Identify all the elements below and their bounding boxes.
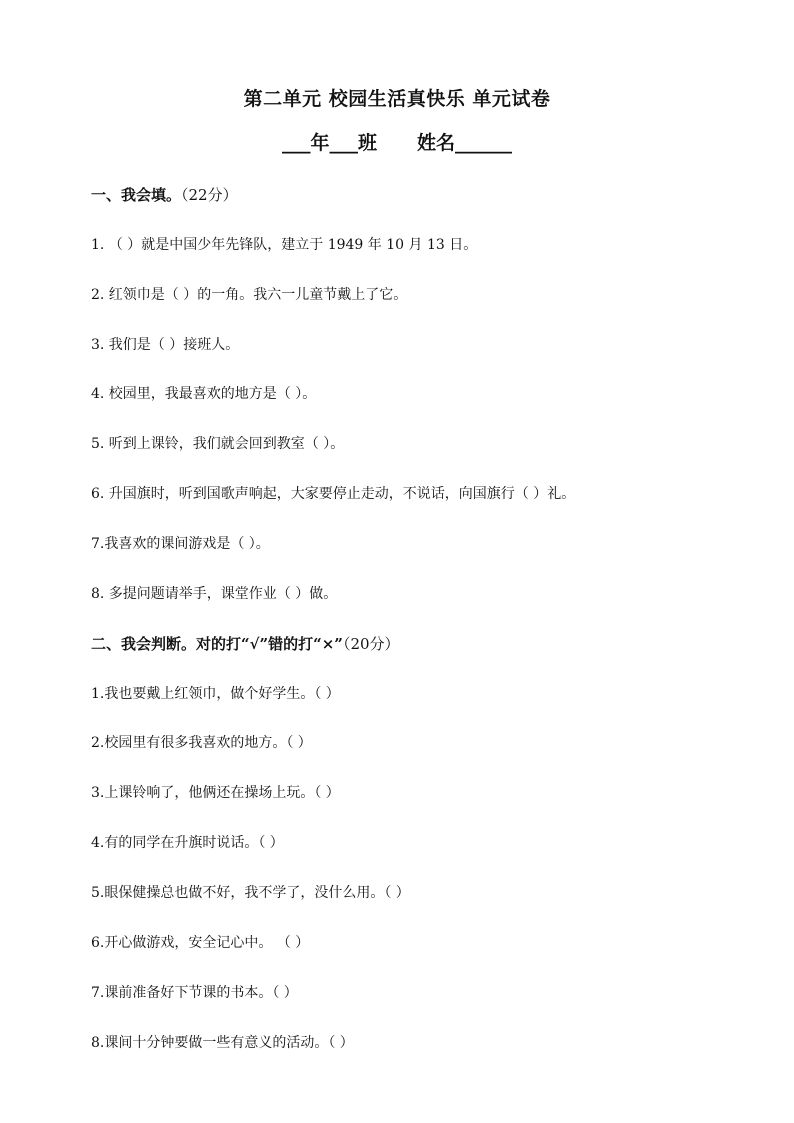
fill-question-8: 8. 多提问题请举手，课堂作业（ ）做。 <box>91 586 338 602</box>
judge-question-7: 7.课前准备好下节课的书本。（ ） <box>91 985 298 1001</box>
section-2-heading <box>91 633 400 654</box>
fill-question-1: 1. （ ）就是中国少年先锋队，建立于 1949 年 10 月 13 日。 <box>91 237 478 253</box>
fill-question-4: 4. 校园里，我最喜欢的地方是（ ）。 <box>91 386 317 402</box>
judge-question-8: 8.课间十分钟要做一些有意义的活动。（ ） <box>91 1035 354 1051</box>
judge-question-2: 2.校园里有很多我喜欢的地方。（ ） <box>91 735 312 751</box>
fill-question-7: 7.我喜欢的课间游戏是（ ）。 <box>91 536 270 552</box>
fill-question-2: 2. 红领巾是（ ）的一角。我六一儿童节戴上了它。 <box>91 287 408 303</box>
section-1-title: 一、我会填。 <box>91 186 182 204</box>
section-1-heading <box>91 184 238 205</box>
student-info-line <box>0 128 794 155</box>
page-title: 第二单元 校园生活真快乐 单元试卷 <box>243 88 551 110</box>
judge-question-6: 6.开心做游戏，安全记心中。 （ ） <box>91 935 310 951</box>
judge-question-4: 4.有的同学在升旗时说话。（ ） <box>91 835 284 851</box>
fill-question-5: 5. 听到上课铃，我们就会回到教室（ ）。 <box>91 436 345 452</box>
section-1-points: （22分） <box>181 186 238 204</box>
section-2-title: 二、我会判断。对的打“√”错的打“×” <box>91 635 343 653</box>
judge-question-3: 3.上课铃响了，他俩还在操场上玩。（ ） <box>91 785 340 801</box>
student-name-field: 姓名______ <box>417 132 513 154</box>
judge-question-5: 5.眼保健操总也做不好，我不学了，没什么用。（ ） <box>91 885 410 901</box>
section-2-points: （20分） <box>342 635 400 653</box>
fill-question-6: 6. 升国旗时，听到国歌声响起，大家要停止走动，不说话，向国旗行（ ）礼。 <box>91 486 576 502</box>
judge-question-1: 1.我也要戴上红领巾，做个好学生。（ ） <box>91 686 340 702</box>
grade-class-field: ___年___班 <box>281 132 377 154</box>
fill-question-3: 3. 我们是（ ）接班人。 <box>91 337 240 353</box>
